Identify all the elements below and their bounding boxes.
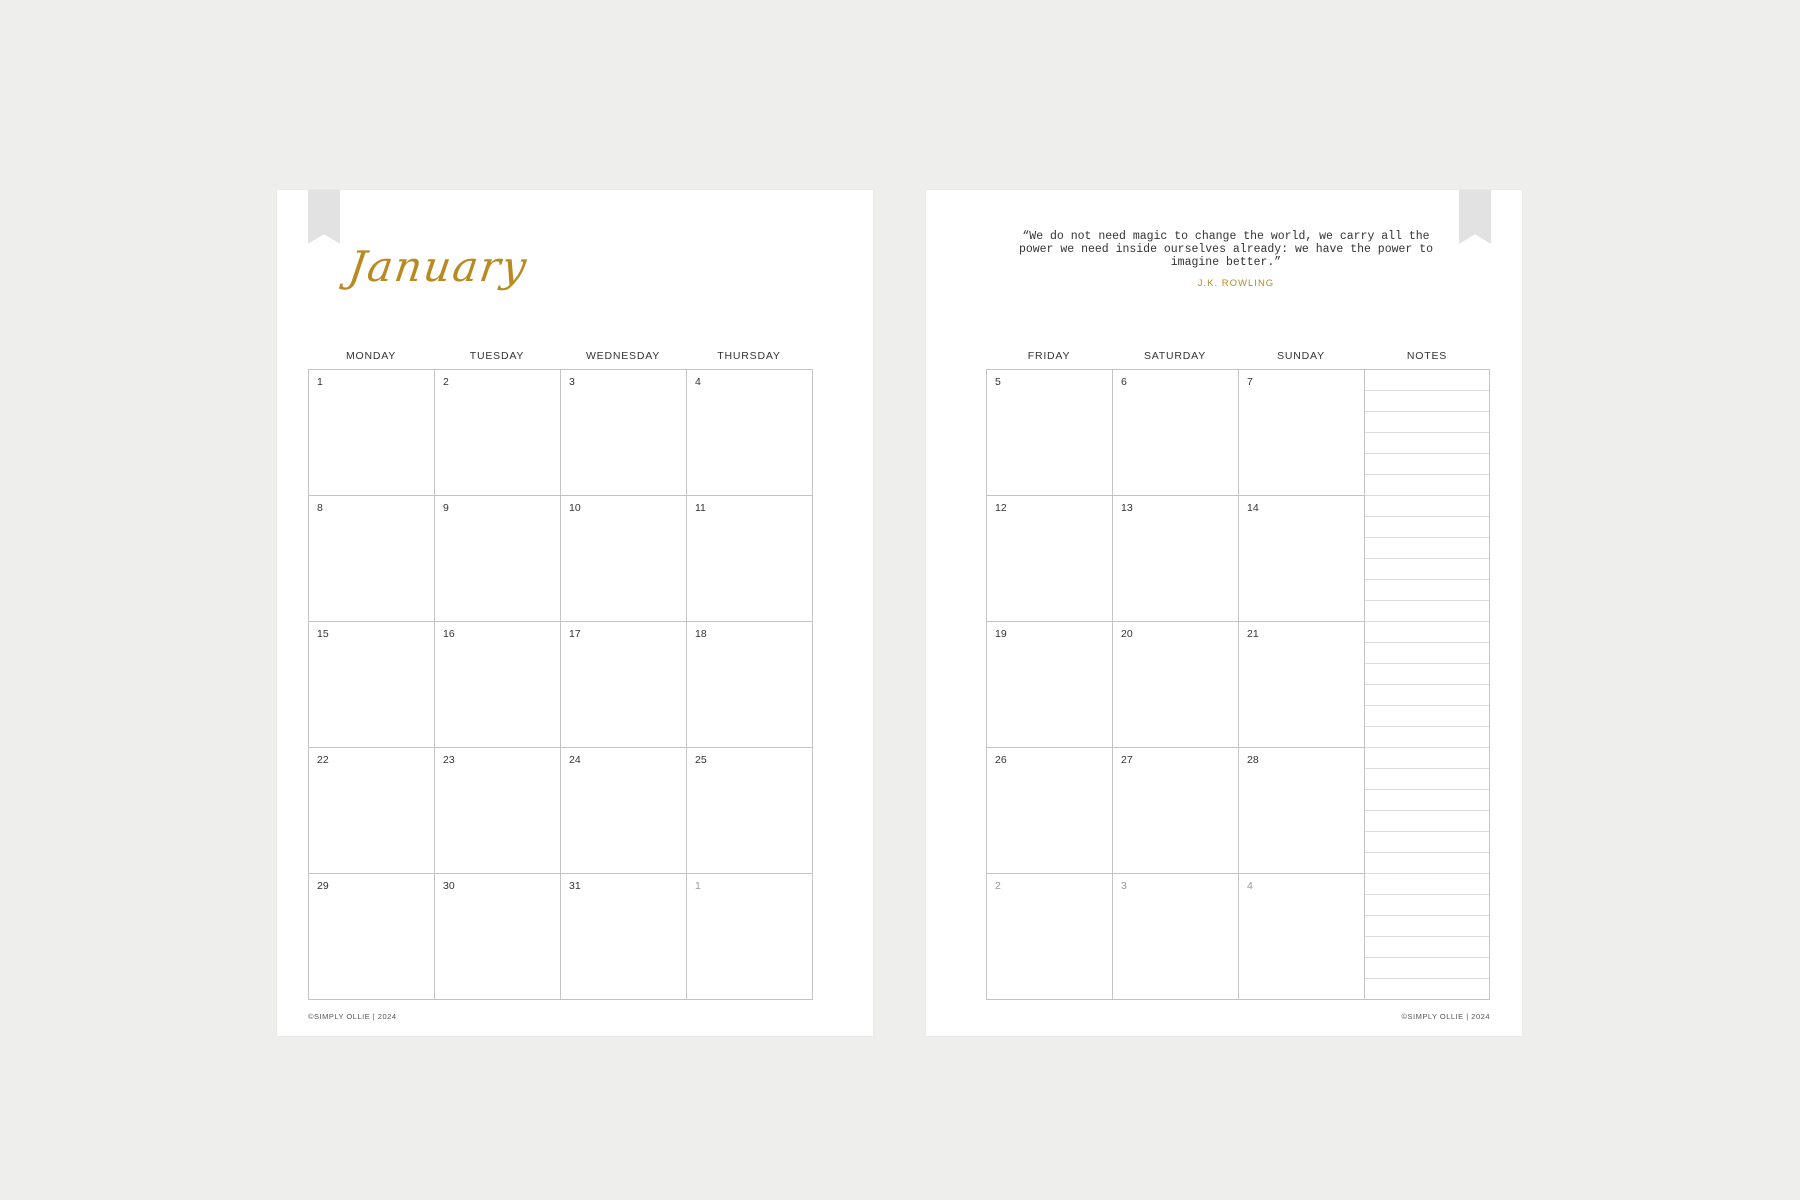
day-cell xyxy=(561,622,687,748)
day-number: 4 xyxy=(1247,880,1253,892)
day-number: 25 xyxy=(695,754,707,766)
weekday-header: TUESDAY xyxy=(469,350,525,362)
day-cell-next-month xyxy=(987,874,1113,1000)
day-number: 16 xyxy=(443,628,455,640)
day-number: 12 xyxy=(995,502,1007,514)
right-calendar-page xyxy=(926,190,1522,1036)
day-cell xyxy=(561,496,687,622)
day-number: 14 xyxy=(1247,502,1259,514)
day-cell xyxy=(987,748,1113,874)
day-cell xyxy=(1239,496,1365,622)
day-cell xyxy=(309,748,435,874)
day-number: 27 xyxy=(1121,754,1133,766)
day-number: 28 xyxy=(1247,754,1259,766)
day-cell xyxy=(987,370,1113,496)
quote-author: J.K. ROWLING xyxy=(1197,278,1275,289)
day-number: 19 xyxy=(995,628,1007,640)
day-number: 3 xyxy=(569,376,575,388)
day-cell xyxy=(687,370,813,496)
weekday-header: SATURDAY xyxy=(1143,350,1207,362)
day-number: 31 xyxy=(569,880,581,892)
notes-lined-column xyxy=(1364,369,1490,1000)
bookmark-ribbon-icon xyxy=(1459,190,1491,244)
day-cell xyxy=(1113,370,1239,496)
day-number: 2 xyxy=(995,880,1001,892)
day-cell xyxy=(309,874,435,1000)
day-cell xyxy=(435,874,561,1000)
day-number: 3 xyxy=(1121,880,1127,892)
day-cell xyxy=(561,370,687,496)
weekday-header: SUNDAY xyxy=(1277,350,1325,362)
month-title: January xyxy=(345,242,532,291)
weekday-header: WEDNESDAY xyxy=(585,350,661,362)
copyright-footer: ©SIMPLY OLLIE | 2024 xyxy=(1401,1012,1490,1021)
day-number: 29 xyxy=(317,880,329,892)
day-cell xyxy=(561,874,687,1000)
day-cell xyxy=(309,370,435,496)
day-number: 26 xyxy=(995,754,1007,766)
day-number: 2 xyxy=(443,376,449,388)
day-cell xyxy=(435,496,561,622)
day-number: 5 xyxy=(995,376,1001,388)
day-cell xyxy=(561,748,687,874)
day-number: 15 xyxy=(317,628,329,640)
weekday-header: MONDAY xyxy=(345,350,397,362)
day-number: 11 xyxy=(695,502,706,514)
day-number: 8 xyxy=(317,502,323,514)
day-cell xyxy=(687,496,813,622)
day-cell xyxy=(1113,496,1239,622)
day-cell xyxy=(987,622,1113,748)
day-number: 30 xyxy=(443,880,455,892)
day-cell xyxy=(987,496,1113,622)
day-cell xyxy=(435,622,561,748)
weekday-headers xyxy=(986,350,1490,364)
day-cell xyxy=(1239,748,1365,874)
day-number: 1 xyxy=(317,376,323,388)
day-cell xyxy=(687,622,813,748)
day-number: 22 xyxy=(317,754,329,766)
day-cell xyxy=(1239,370,1365,496)
day-cell xyxy=(309,622,435,748)
day-number: 7 xyxy=(1247,376,1253,388)
copyright-footer: ©SIMPLY OLLIE | 2024 xyxy=(308,1012,397,1021)
weekday-header: FRIDAY xyxy=(1027,350,1071,362)
day-number: 24 xyxy=(569,754,581,766)
day-cell xyxy=(309,496,435,622)
bookmark-ribbon-icon xyxy=(308,190,340,244)
day-number: 4 xyxy=(695,376,701,388)
day-cell xyxy=(1113,748,1239,874)
day-cell xyxy=(687,748,813,874)
day-number: 18 xyxy=(695,628,707,640)
calendar-grid xyxy=(986,369,1365,1000)
day-number: 21 xyxy=(1247,628,1259,640)
day-cell-next-month xyxy=(1239,874,1365,1000)
day-number: 20 xyxy=(1121,628,1133,640)
day-number: 10 xyxy=(569,502,581,514)
day-number: 1 xyxy=(695,880,701,892)
notes-header: NOTES xyxy=(1406,350,1448,362)
day-cell-next-month xyxy=(1113,874,1239,1000)
day-cell xyxy=(1239,622,1365,748)
day-cell xyxy=(435,370,561,496)
day-cell xyxy=(1113,622,1239,748)
left-calendar-page xyxy=(277,190,873,1036)
calendar-grid xyxy=(308,369,813,1000)
weekday-header: THURSDAY xyxy=(717,350,781,362)
day-number: 9 xyxy=(443,502,449,514)
quote-text: “We do not need magic to change the world, we carry all the power we need inside ourselves already: we have the power to imagine better.” xyxy=(1018,230,1434,269)
weekday-headers xyxy=(308,350,812,364)
day-number: 17 xyxy=(569,628,581,640)
day-number: 13 xyxy=(1121,502,1133,514)
day-cell-next-month xyxy=(687,874,813,1000)
day-number: 23 xyxy=(443,754,455,766)
day-number: 6 xyxy=(1121,376,1127,388)
day-cell xyxy=(435,748,561,874)
